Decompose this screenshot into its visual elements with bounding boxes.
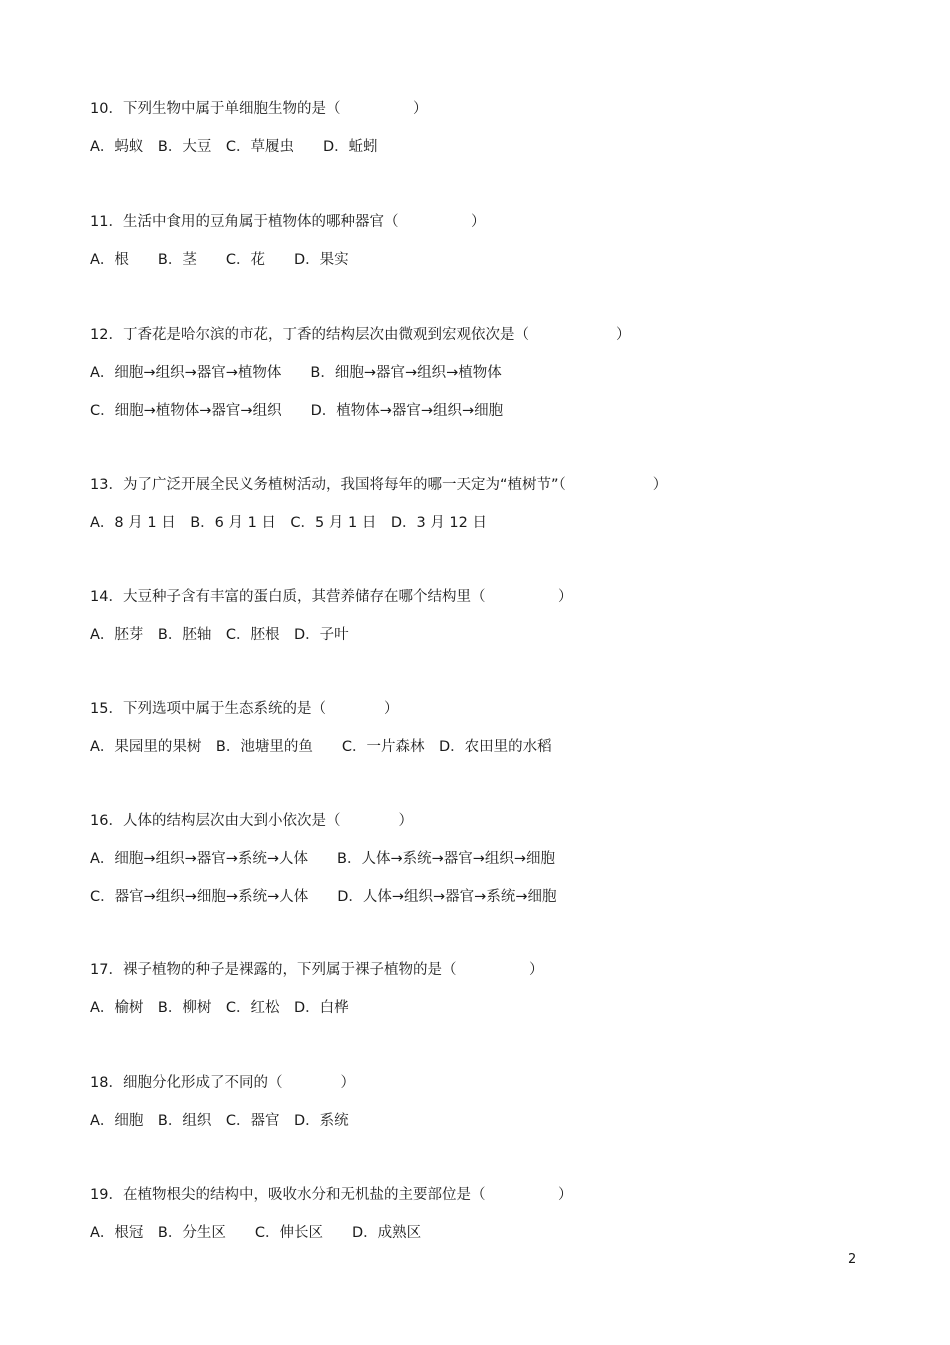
question-stem: 11．生活中食用的豆角属于植物体的哪种器官（ ）	[90, 214, 486, 230]
answer-options: A．细胞→组织→器官→植物体 B．细胞→器官→组织→植物体	[90, 365, 502, 381]
question-11	[90, 212, 890, 270]
question-19	[90, 1185, 890, 1243]
question-stem: 10．下列生物中属于单细胞生物的是（ ）	[90, 101, 428, 117]
question-stem: 15．下列选项中属于生态系统的是（ ）	[90, 701, 399, 717]
answer-options: A．根冠 B．分生区 C．伸长区 D．成熟区	[90, 1225, 422, 1241]
question-17	[90, 960, 890, 1018]
question-12	[90, 325, 890, 421]
answer-options: A．细胞 B．组织 C．器官 D．系统	[90, 1113, 349, 1129]
page-number: 2	[848, 1252, 857, 1267]
answer-options: A．根 B．茎 C．花 D．果实	[90, 252, 349, 268]
question-stem: 17．裸子植物的种子是裸露的，下列属于裸子植物的是（ ）	[90, 962, 544, 978]
answer-options: A．8 月 1 日 B．6 月 1 日 C．5 月 1 日 D．3 月 12 日	[90, 515, 487, 531]
question-stem: 19．在植物根尖的结构中，吸收水分和无机盐的主要部位是（ ）	[90, 1187, 573, 1203]
question-stem: 18．细胞分化形成了不同的（ ）	[90, 1075, 355, 1091]
answer-options: C．器官→组织→细胞→系统→人体 D．人体→组织→器官→系统→细胞	[90, 889, 557, 905]
answer-options: A．榆树 B．柳树 C．红松 D．白桦	[90, 1000, 349, 1016]
question-stem: 14．大豆种子含有丰富的蛋白质，其营养储存在哪个结构里（ ）	[90, 589, 573, 605]
question-14	[90, 587, 890, 645]
answer-options: C．细胞→植物体→器官→组织 D．植物体→器官→组织→细胞	[90, 403, 504, 419]
question-16	[90, 811, 890, 907]
answer-options: A．蚂蚁 B．大豆 C．草履虫 D．蚯蚓	[90, 139, 378, 155]
answer-options: A．胚芽 B．胚轴 C．胚根 D．子叶	[90, 627, 349, 643]
answer-options: A．果园里的果树 B．池塘里的鱼 C．一片森林 D．农田里的水稻	[90, 739, 552, 755]
question-stem: 12．丁香花是哈尔滨的市花，丁香的结构层次由微观到宏观依次是（ ）	[90, 327, 631, 343]
question-13	[90, 475, 890, 533]
question-stem: 16．人体的结构层次由大到小依次是（ ）	[90, 813, 413, 829]
question-10	[90, 99, 890, 157]
answer-options: A．细胞→组织→器官→系统→人体 B．人体→系统→器官→组织→细胞	[90, 851, 556, 867]
question-stem: 13．为了广泛开展全民义务植树活动，我国将每年的哪一天定为“植树节”（ ）	[90, 477, 668, 493]
question-15	[90, 699, 890, 757]
question-18	[90, 1073, 890, 1131]
